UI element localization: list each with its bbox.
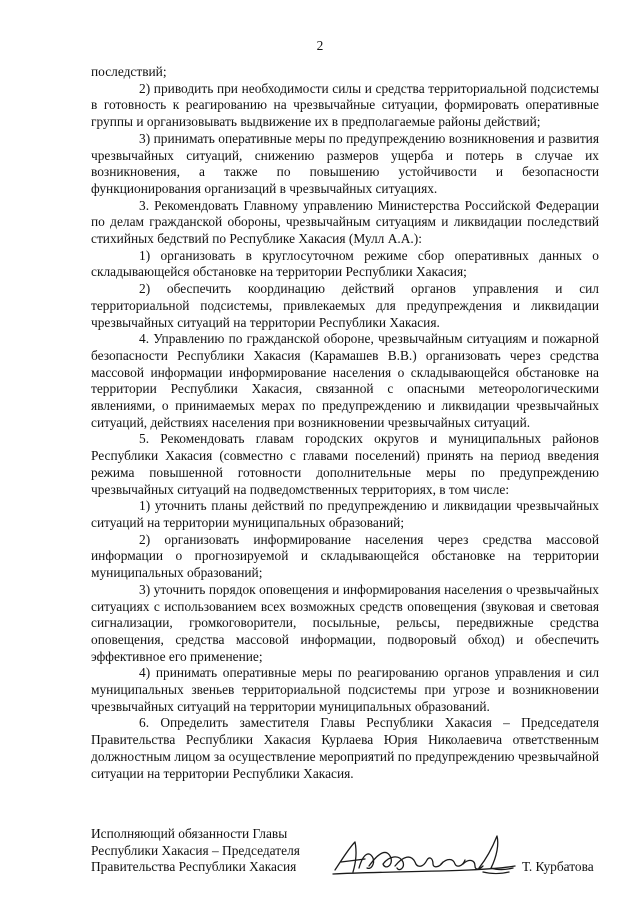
paragraph: 4) принимать оперативные меры по реагированию органов управления и сил муниципальных звеньев территориальной подсистемы при угрозе и возникновении чрезвычайных ситуаций на территории муниципальных образований.: [91, 665, 599, 714]
document-body: [91, 64, 599, 782]
signature-block: [91, 826, 611, 886]
paragraph: 3) принимать оперативные меры по предупреждению возникновения и развития чрезвычайных ситуаций, снижению размеров ущерба и потерь в случае их возникновения, а также по повышению устойчивости и безопасности функционирования организаций в чрезвычайных ситуациях.: [91, 130, 599, 196]
paragraph: 1) организовать в круглосуточном режиме сбор оперативных данных о складывающейся обстановке на территории Республики Хакасия;: [91, 247, 599, 280]
signatory-title-line: Правительства Республики Хакасия: [91, 859, 297, 875]
paragraph: 3. Рекомендовать Главному управлению Министерства Российской Федерации по делам гражданской обороны, чрезвычайным ситуациям и ликвидации последствий стихийных бедствий по Республике Хакасия (Мулл А.А.):: [91, 197, 599, 247]
handwritten-signature: [329, 828, 519, 880]
paragraph: 4. Управлению по гражданской обороне, чрезвычайным ситуациям и пожарной безопасности Республики Хакасия (Карамашев В.В.) организовать через средства массовой информации информирование населения о складывающейся обстановке на территории Республики Хакасия, связанной с опасными метеорологическими явлениями, о принимаемых мерах по предупреждению и ликвидации чрезвычайных ситуаций, действиях населения при возникновении чрезвычайных ситуаций.: [91, 331, 599, 430]
page-number: 2: [316, 38, 324, 53]
paragraph: 2) обеспечить координацию действий органов управления и сил территориальной подсистемы, привлекаемых для предупреждения и ликвидации чрезвычайных ситуаций на территории Республики Хакасия.: [91, 281, 599, 330]
paragraph: 5. Рекомендовать главам городских округов и муниципальных районов Республики Хакасия (совместно с главами поселений) принять на период введения режима повышенной готовности дополнительные меры по предупреждению чрезвычайных ситуаций на подведомственных территориях, в том числе:: [91, 431, 599, 497]
paragraph: 1) уточнить планы действий по предупреждению и ликвидации чрезвычайных ситуаций на территории муниципальных образований;: [91, 498, 599, 530]
paragraph: 2) приводить при необходимости силы и средства территориальной подсистемы в готовность к реагированию на чрезвычайные ситуации, формировать оперативные группы и организовывать выдвижение их в предполагаемые районы действий;: [91, 80, 599, 130]
signatory-name: Т. Курбатова: [522, 859, 594, 874]
signatory-title-line: Республики Хакасия – Председателя: [91, 842, 300, 858]
paragraph: 2) организовать информирование населения через средства массовой информации о прогнозируемой и складывающейся обстановке на территории муниципальных образований;: [91, 531, 599, 581]
signatory-title-line: Исполняющий обязанности Главы: [91, 826, 288, 841]
paragraph: 6. Определить заместителя Главы Республики Хакасия – Председателя Правительства Республики Хакасия Курлаева Юрия Николаевича ответственным должностным лицом за осуществление мероприятий по предупреждению чрезвычайной ситуации на территории Республики Хакасия.: [91, 715, 599, 781]
signatory-title: [91, 826, 331, 876]
paragraph: 3) уточнить порядок оповещения и информирования населения о чрезвычайных ситуациях с использованием всех возможных средств оповещения (звуковая и световая сигнализации, громкоговорители, посыльные, рельсы, передвижные средства оповещения, средства массовой информации, подворовый обход) и обеспечить эффективное его применение;: [91, 581, 599, 664]
paragraph: последствий;: [91, 64, 167, 79]
